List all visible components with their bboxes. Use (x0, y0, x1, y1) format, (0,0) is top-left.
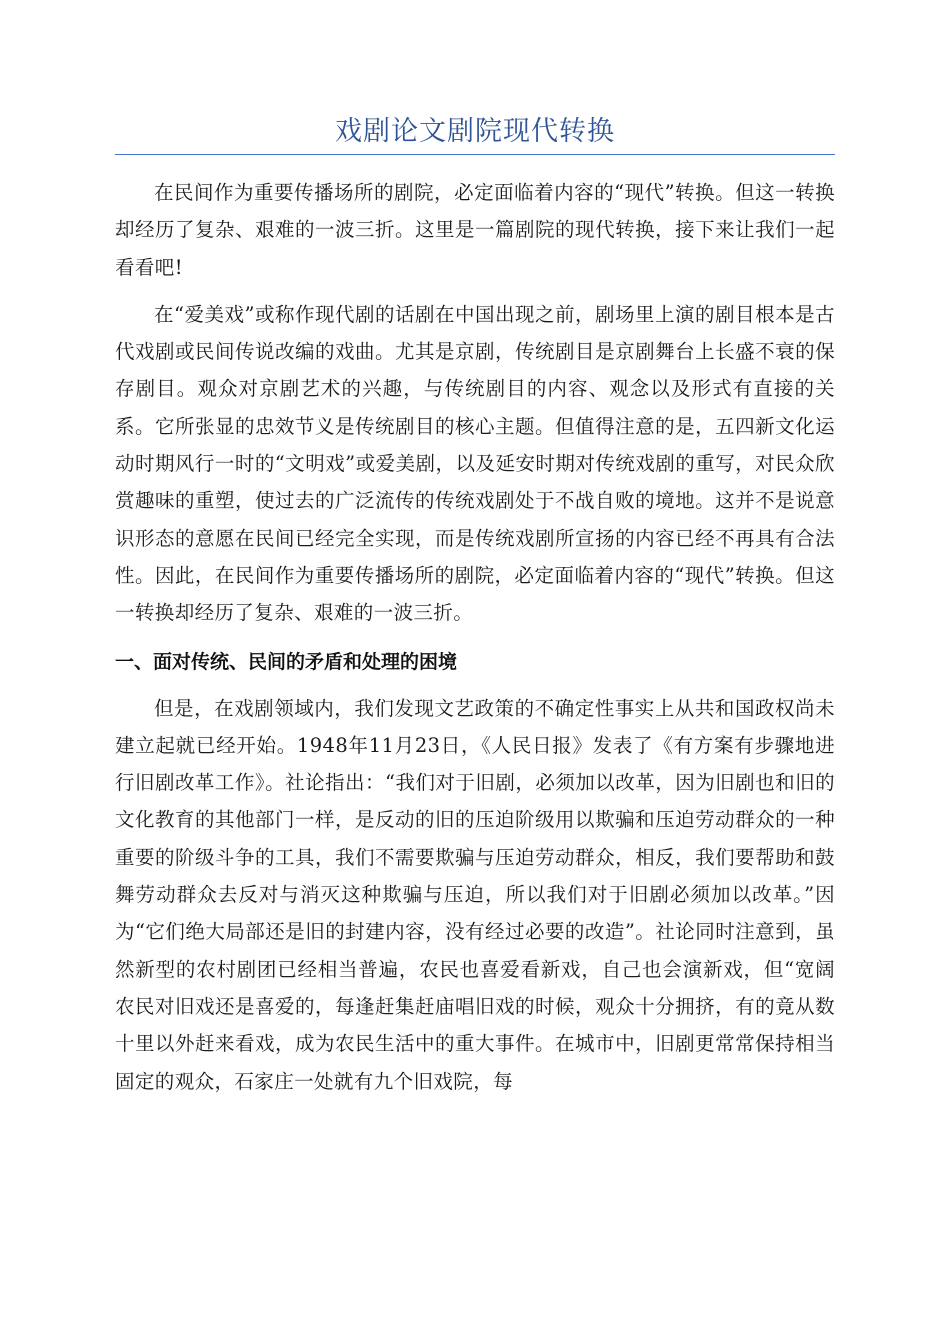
document-body (115, 174, 835, 1110)
section-heading-1: 一、面对传统、民间的矛盾和处理的困境 (115, 650, 458, 673)
intro-paragraph: 在民间作为重要传播场所的剧院，必定面临着内容的“现代”转换。但这一转换却经历了复杂、艰难的一波三折。这里是一篇剧院的现代转换，接下来让我们一起看看吧! (115, 181, 835, 279)
page-title: 戏剧论文剧院现代转换 (335, 116, 615, 147)
body-paragraph-2: 但是，在戏剧领域内，我们发现文艺政策的不确定性事实上从共和国政权尚未建立起就已经开始。1948年11月23日，《人民日报》发表了《有方案有步骤地进行旧剧改革工作》。社论指出：“我们对于旧剧，必须加以改革，因为旧剧也和旧的文化教育的其他部门一样，是反动的旧的压迫阶级用以欺骗和压迫劳动群众的一种重要的阶级斗争的工具，我们不需要欺骗与压迫劳动群众，相反，我们要帮助和鼓舞劳动群众去反对与消灭这种欺骗与压迫，所以我们对于旧剧必须加以改革。”因为“它们绝大局部还是旧的封建内容，没有经过必要的改造”。社论同时注意到，虽然新型的农村剧团已经相当普遍，农民也喜爱看新戏，自己也会演新戏，但“宽阔农民对旧戏还是喜爱的，每逢赶集赶庙唱旧戏的时候，观众十分拥挤，有的竟从数十里以外赶来看戏，成为农民生活中的重大事件。在城市中，旧剧更常常保持相当固定的观众，石家庄一处就有九个旧戏院，每 (115, 696, 835, 1093)
title-underline (115, 154, 835, 155)
body-paragraph-1: 在“爱美戏”或称作现代剧的话剧在中国出现之前，剧场里上演的剧目根本是古代戏剧或民间传说改编的戏曲。尤其是京剧，传统剧目是京剧舞台上长盛不衰的保存剧目。观众对京剧艺术的兴趣，与传统剧目的内容、观念以及形式有直接的关系。它所张显的忠效节义是传统剧目的核心主题。但值得注意的是，五四新文化运动时期风行一时的“文明戏”或爱美剧，以及延安时期对传统戏剧的重写，对民众欣赏趣味的重塑，使过去的广泛流传的传统戏剧处于不战自败的境地。这并不是说意识形态的意愿在民间已经完全实现，而是传统戏剧所宣扬的内容已经不再具有合法性。因此，在民间作为重要传播场所的剧院，必定面临着内容的“现代”转换。但这一转换却经历了复杂、艰难的一波三折。 (115, 302, 835, 625)
